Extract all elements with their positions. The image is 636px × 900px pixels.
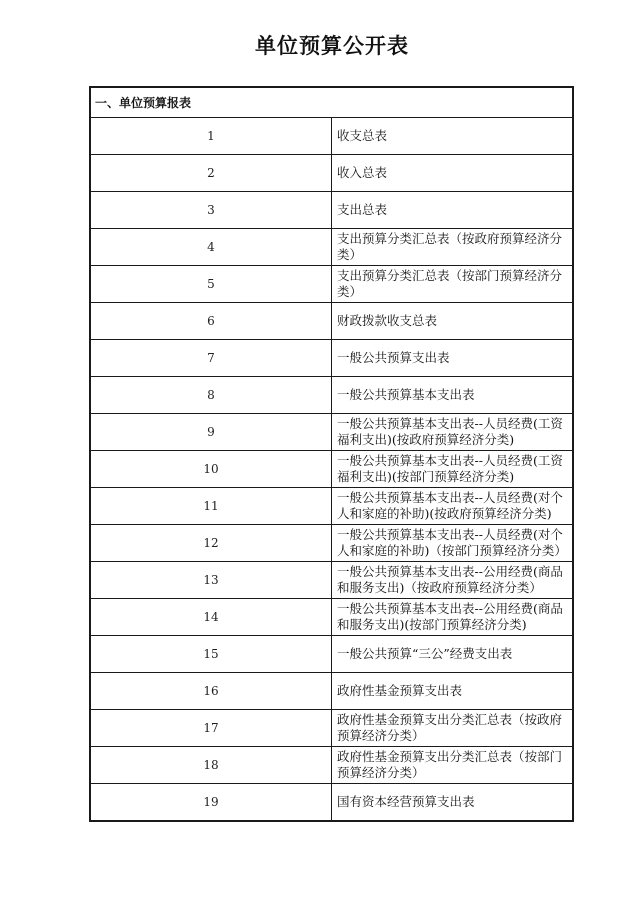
budget-report-table: [89, 86, 574, 822]
table-row: [90, 340, 573, 377]
row-number: 3: [90, 192, 332, 229]
row-number: 12: [90, 525, 332, 562]
row-report-name: 支出预算分类汇总表（按部门预算经济分类）: [332, 266, 574, 303]
table-row: [90, 229, 573, 266]
table-row: [90, 192, 573, 229]
row-number: 11: [90, 488, 332, 525]
row-report-name: 一般公共预算基本支出表--人员经费(工资福利支出)(按部门预算经济分类): [332, 451, 574, 488]
table-row: [90, 747, 573, 784]
row-number: 5: [90, 266, 332, 303]
row-number: 2: [90, 155, 332, 192]
row-report-name: 财政拨款收支总表: [332, 303, 574, 340]
row-number: 19: [90, 784, 332, 822]
table-head: [90, 87, 573, 118]
row-number: 4: [90, 229, 332, 266]
row-number: 17: [90, 710, 332, 747]
row-report-name: 国有资本经营预算支出表: [332, 784, 574, 822]
row-number: 6: [90, 303, 332, 340]
table-row: [90, 784, 573, 822]
row-number: 1: [90, 118, 332, 155]
table-row: [90, 525, 573, 562]
table-row: [90, 414, 573, 451]
row-report-name: 政府性基金预算支出分类汇总表（按部门预算经济分类）: [332, 747, 574, 784]
row-number: 10: [90, 451, 332, 488]
table-row: [90, 118, 573, 155]
row-report-name: 一般公共预算基本支出表--人员经费(对个人和家庭的补助)(按政府预算经济分类): [332, 488, 574, 525]
row-report-name: 收支总表: [332, 118, 574, 155]
table-row: [90, 266, 573, 303]
table-row: [90, 673, 573, 710]
row-report-name: 一般公共预算基本支出表--人员经费(工资福利支出)(按政府预算经济分类): [332, 414, 574, 451]
table-body: [90, 118, 573, 822]
table-row: [90, 303, 573, 340]
table-row: [90, 710, 573, 747]
table-row: [90, 488, 573, 525]
row-report-name: 一般公共预算“三公”经费支出表: [332, 636, 574, 673]
table-row: [90, 562, 573, 599]
row-report-name: 政府性基金预算支出表: [332, 673, 574, 710]
row-report-name: 政府性基金预算支出分类汇总表（按政府预算经济分类）: [332, 710, 574, 747]
row-number: 8: [90, 377, 332, 414]
row-report-name: 收入总表: [332, 155, 574, 192]
section-header: 一、单位预算报表: [90, 87, 573, 118]
section-header-row: [90, 87, 573, 118]
table-row: [90, 451, 573, 488]
table-row: [90, 636, 573, 673]
row-number: 18: [90, 747, 332, 784]
row-report-name: 支出预算分类汇总表（按政府预算经济分类）: [332, 229, 574, 266]
row-number: 15: [90, 636, 332, 673]
row-number: 13: [90, 562, 332, 599]
table-row: [90, 155, 573, 192]
row-report-name: 一般公共预算基本支出表--人员经费(对个人和家庭的补助)（按部门预算经济分类）: [332, 525, 574, 562]
row-number: 7: [90, 340, 332, 377]
row-report-name: 支出总表: [332, 192, 574, 229]
table-row: [90, 377, 573, 414]
row-report-name: 一般公共预算基本支出表--公用经费(商品和服务支出)（按政府预算经济分类）: [332, 562, 574, 599]
table-row: [90, 599, 573, 636]
row-number: 14: [90, 599, 332, 636]
row-number: 16: [90, 673, 332, 710]
row-report-name: 一般公共预算基本支出表--公用经费(商品和服务支出)(按部门预算经济分类): [332, 599, 574, 636]
row-report-name: 一般公共预算基本支出表: [332, 377, 574, 414]
row-number: 9: [90, 414, 332, 451]
page-title: 单位预算公开表: [255, 33, 409, 58]
row-report-name: 一般公共预算支出表: [332, 340, 574, 377]
